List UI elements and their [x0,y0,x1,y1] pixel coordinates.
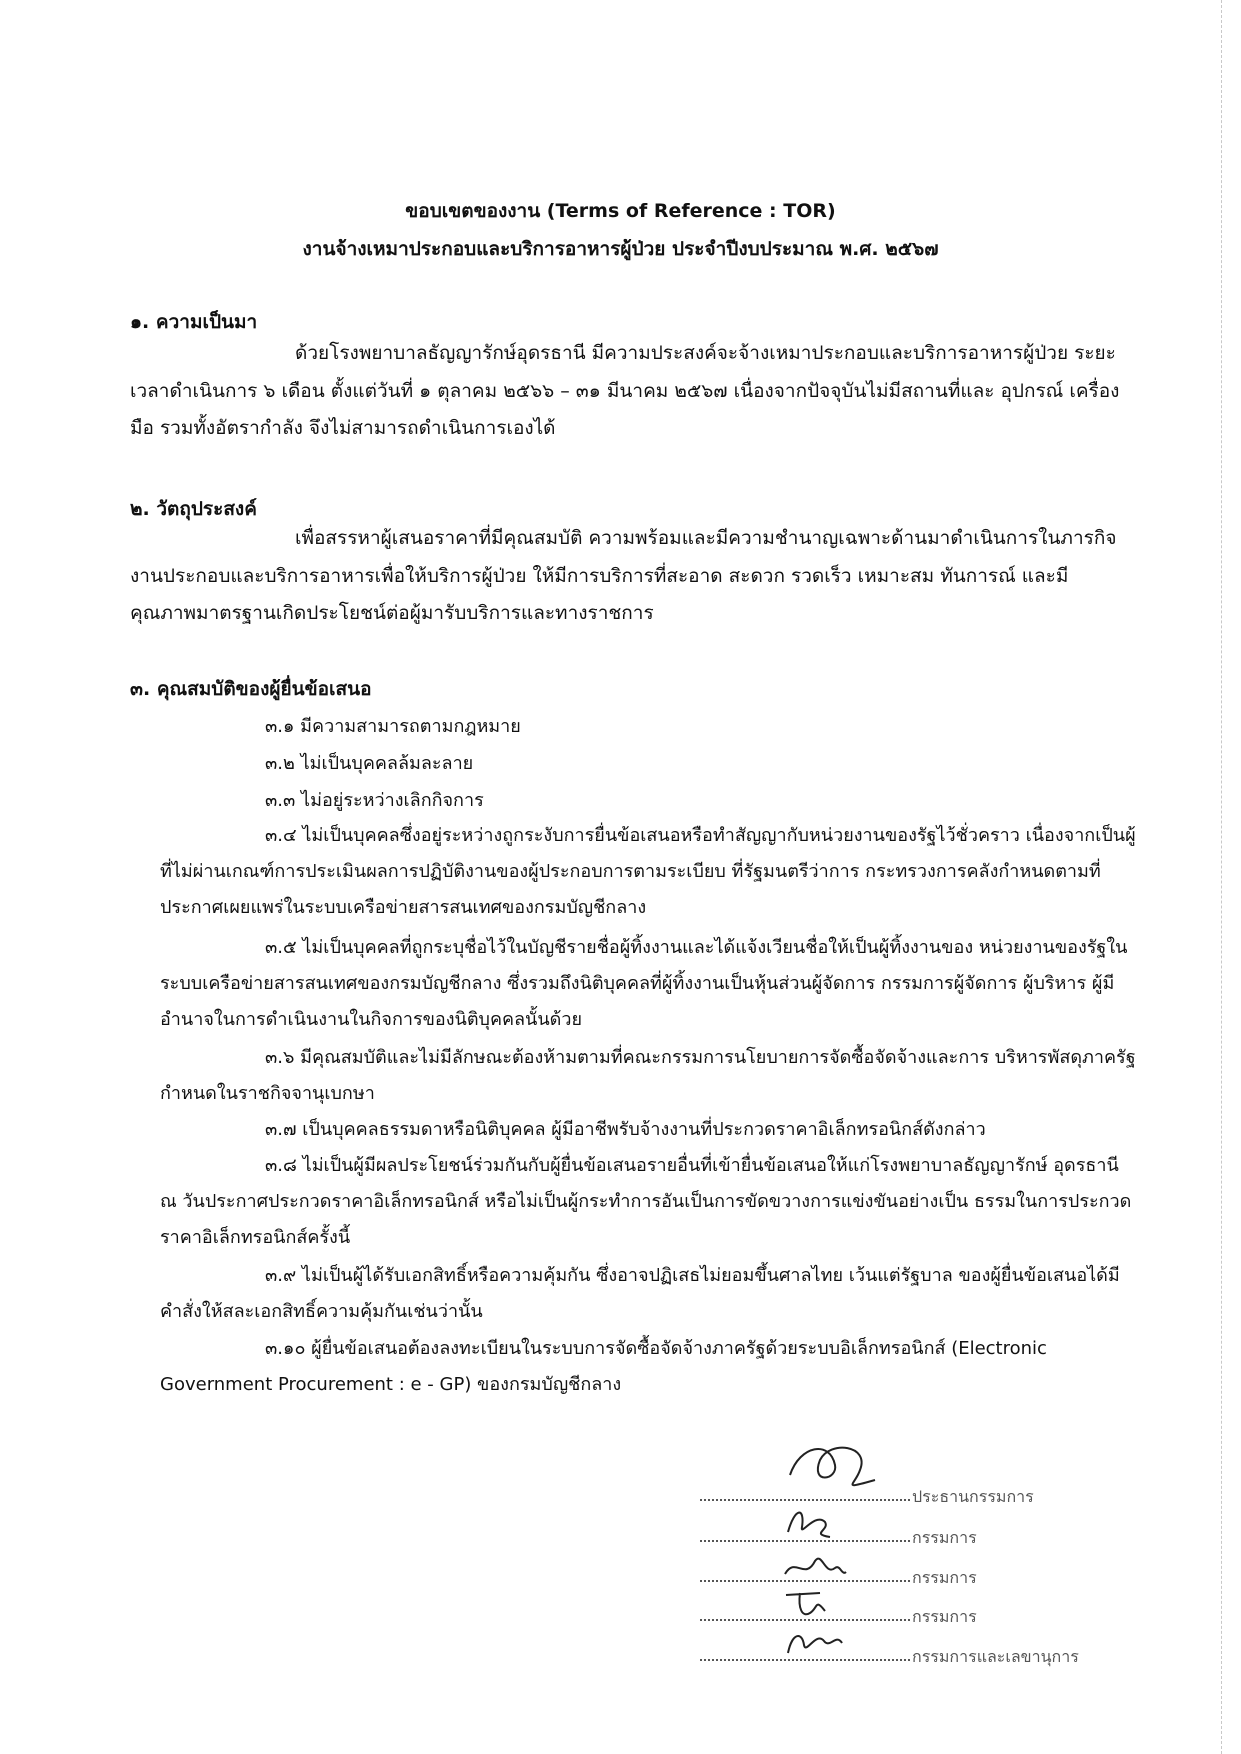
qualification-item: ๓.๙ ไม่เป็นผู้ได้รับเอกสิทธิ์หรือความคุ้มกัน ซึ่งอาจปฏิเสธไม่ยอมขึ้นศาลไทย เว้นแต่รัฐบาล ของผู้ยื่นข้อเสนอได้มีคำสั่งให้สละเอกสิทธิ์ความคุ้มกันเช่นว่านั้น [160,1265,1120,1322]
signature-line [700,1499,910,1501]
document-subtitle: งานจ้างเหมาประกอบและบริการอาหารผู้ป่วย ประจำปีงบประมาณ พ.ศ. ๒๕๖๗ [302,238,939,260]
signature-row-secretary [700,1645,1120,1685]
qualification-item: ๓.๑ มีความสามารถตามกฎหมาย [265,716,521,737]
signature-mark [780,1623,850,1663]
qualification-item: ๓.๖ มีคุณสมบัติและไม่มีลักษณะต้องห้ามตามที่คณะกรรมการนโยบายการจัดซื้อจัดจ้างและการ บริหารพัสดุภาครัฐกำหนดในราชกิจจานุเบกษา [160,1047,1136,1104]
qualification-item: ๓.๒ ไม่เป็นบุคคลล้มละลาย [265,753,474,774]
qualification-item: ๓.๑๐ ผู้ยื่นข้อเสนอต้องลงทะเบียนในระบบการจัดซื้อจัดจ้างภาครัฐด้วยระบบอิเล็กทรอนิกส์ (Electronic Government Procurement : e - GP) ของกรมบัญชีกลาง [160,1338,1047,1395]
signature-title: กรรมการ [912,1607,977,1626]
signature-title: กรรมการ [912,1528,977,1547]
qualification-item: ๓.๘ ไม่เป็นผู้มีผลประโยชน์ร่วมกันกับผู้ยื่นข้อเสนอรายอื่นที่เข้ายื่นข้อเสนอให้แก่โรงพยาบาลธัญญารักษ์ อุดรธานี ณ วันประกาศประกวดราคาอิเล็กทรอนิกส์ หรือไม่เป็นผู้กระทำการอันเป็นการขัดขวางการแข่งขันอย่างเป็น ธรรมในการประกวดราคาอิเล็กทรอนิกส์ครั้งนี้ [160,1155,1132,1248]
signature-line [700,1659,910,1661]
signature-row-member [700,1526,1120,1566]
signature-line [700,1580,910,1582]
signature-title: ประธานกรรมการ [912,1487,1034,1506]
qualification-item: ๓.๕ ไม่เป็นบุคคลที่ถูกระบุชื่อไว้ในบัญชีรายชื่อผู้ทิ้งงานและได้แจ้งเวียนชื่อให้เป็นผู้ทิ้งงานของ หน่วยงานของรัฐในระบบเครือข่ายสารสนเทศของกรมบัญชีกลาง ซึ่งรวมถึงนิติบุคคลที่ผู้ทิ้งงานเป็นหุ้นส่วนผู้จัดการ กรรมการผู้จัดการ ผู้บริหาร ผู้มีอำนาจในการดำเนินงานในกิจการของนิติบุคคลนั้นด้วย [160,937,1128,1030]
signature-row-member [700,1566,1120,1606]
signature-line [700,1619,910,1621]
section-2-heading: ๒. วัตถุประสงค์ [130,498,257,520]
signature-title: กรรมการ [912,1568,977,1587]
section-1-text: ด้วยโรงพยาบาลธัญญารักษ์อุดรธานี มีความประสงค์จะจ้างเหมาประกอบและบริการอาหารผู้ป่วย ระยะเวลาดำเนินการ ๖ เดือน ตั้งแต่วันที่ ๑ ตุลาคม ๒๕๖๖ – ๓๑ มีนาคม ๒๕๖๗ เนื่องจากปัจจุบันไม่มีสถานที่และ อุปกรณ์ เครื่องมือ รวมทั้งอัตรากำลัง จึงไม่สามารถดำเนินการเองได้ [130,342,1120,439]
signature-mark [780,1502,840,1542]
signature-mark [780,1583,840,1623]
document-title: ขอบเขตของงาน (Terms of Reference : TOR) [405,200,836,222]
section-2-text: เพื่อสรรหาผู้เสนอราคาที่มีคุณสมบัติ ความพร้อมและมีความชำนาญเฉพาะด้านมาดำเนินการในภารกิจ งานประกอบและบริการอาหารเพื่อให้บริการผู้ป่วย ให้มีการบริการที่สะอาด สะดวก รวดเร็ว เหมาะสม ทันการณ์ และมี คุณภาพมาตรฐานเกิดประโยชน์ต่อผู้มารับบริการและทางราชการ [130,527,1117,624]
signature-mark [780,1435,900,1495]
qualification-item: ๓.๔ ไม่เป็นบุคคลซึ่งอยู่ระหว่างถูกระงับการยื่นข้อเสนอหรือทำสัญญากับหน่วยงานของรัฐไว้ชั่วคราว เนื่องจากเป็นผู้ที่ไม่ผ่านเกณฑ์การประเมินผลการปฏิบัติงานของผู้ประกอบการตามระเบียบ ที่รัฐมนตรีว่าการ กระทรวงการคลังกำหนดตามที่ประกาศเผยแพร่ในระบบเครือข่ายสารสนเทศของกรมบัญชีกลาง [160,825,1136,918]
section-1-heading: ๑. ความเป็นมา [130,311,258,333]
section-3-heading: ๓. คุณสมบัติของผู้ยื่นข้อเสนอ [130,678,372,700]
signature-title: กรรมการและเลขานุการ [912,1647,1079,1666]
signature-row-chairman [700,1485,1120,1525]
qualification-item: ๓.๓ ไม่อยู่ระหว่างเลิกกิจการ [265,790,484,811]
signature-line [700,1540,910,1542]
signature-row-member [700,1605,1120,1645]
qualification-item: ๓.๗ เป็นบุคคลธรรมดาหรือนิติบุคคล ผู้มีอาชีพรับจ้างงานที่ประกวดราคาอิเล็กทรอนิกส์ดังกล่าว [265,1119,986,1140]
